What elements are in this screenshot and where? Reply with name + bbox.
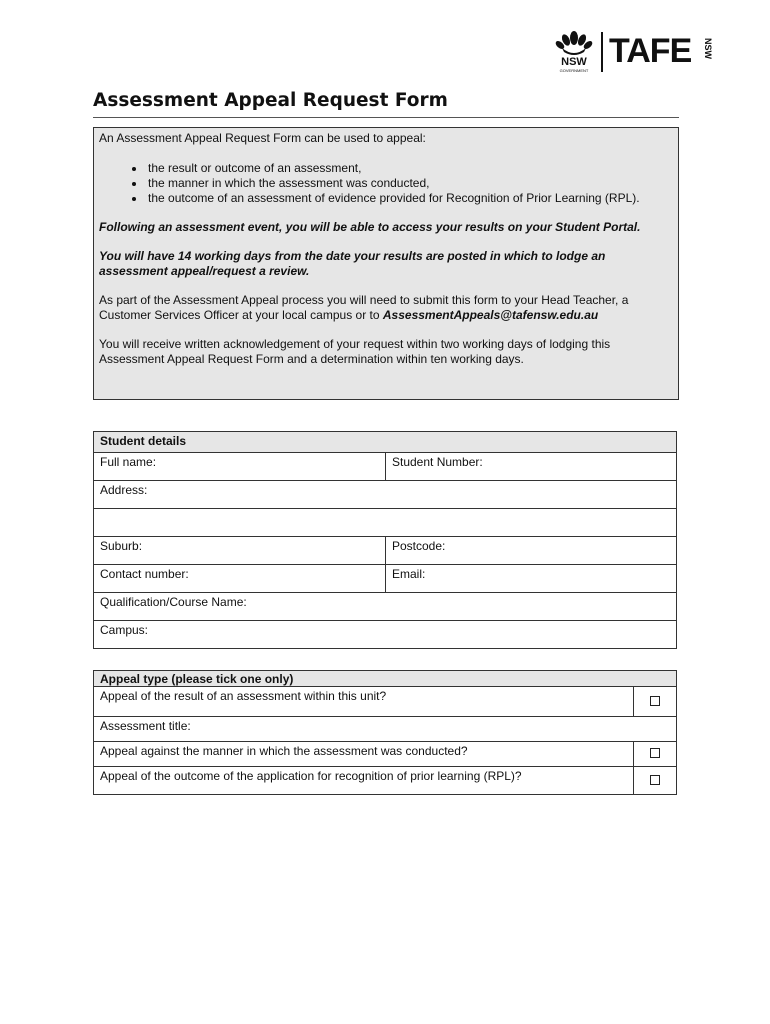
list-item: • the result or outcome of an assessment, — [146, 161, 673, 176]
address-line2-field[interactable] — [94, 509, 677, 537]
portal-note: Following an assessment event, you will be able to access your results on your Student Portal. — [99, 220, 641, 234]
result-appeal-label: Appeal of the result of an assessment within this unit? — [94, 687, 634, 717]
appeal-type-header: Appeal type (please tick one only) — [94, 671, 677, 687]
tafe-wordmark: TAFE — [609, 32, 692, 70]
appeal-reasons-list — [99, 161, 673, 206]
submit-note-text: As part of the Assessment Appeal process you will need to submit this form to your Head Teacher, a Customer Services Officer at your local campus or to — [99, 293, 629, 322]
appeals-email-link[interactable]: AssessmentAppeals@tafensw.edu.au — [382, 308, 599, 322]
intro-lead: An Assessment Appeal Request Form can be used to appeal: — [99, 131, 426, 145]
acknowledgement-note: You will receive written acknowledgement of your request within two working days of lodging this Assessment Appeal Request Form and a determination within ten working days. — [99, 337, 611, 366]
page-title: Assessment Appeal Request Form — [93, 90, 679, 118]
email-field[interactable]: Email: — [386, 565, 677, 593]
qualification-field[interactable]: Qualification/Course Name: — [94, 593, 677, 621]
svg-text:NSW: NSW — [703, 38, 713, 59]
rpl-appeal-checkbox[interactable] — [650, 775, 660, 785]
rpl-appeal-label: Appeal of the outcome of the application for recognition of prior learning (RPL)? — [94, 767, 634, 795]
manner-appeal-checkbox[interactable] — [650, 748, 660, 758]
appeal-type-table — [93, 670, 677, 795]
student-details-header: Student details — [94, 432, 677, 453]
student-details-table — [93, 431, 677, 649]
tafe-nsw-logo — [552, 28, 718, 76]
postcode-field[interactable]: Postcode: — [386, 537, 677, 565]
submit-note — [99, 293, 673, 323]
nsw-vertical-wordmark — [702, 36, 714, 68]
campus-field[interactable]: Campus: — [94, 621, 677, 649]
contact-number-field[interactable]: Contact number: — [94, 565, 386, 593]
svg-text:GOVERNMENT: GOVERNMENT — [559, 68, 589, 73]
intro-box — [93, 127, 679, 400]
list-item: • the manner in which the assessment was conducted, — [146, 176, 673, 191]
rpl-appeal-checkbox-cell[interactable] — [634, 767, 677, 795]
nsw-waratah-icon — [552, 28, 596, 74]
logo-divider — [601, 32, 603, 72]
assessment-title-field[interactable]: Assessment title: — [94, 717, 677, 742]
suburb-field[interactable]: Suburb: — [94, 537, 386, 565]
deadline-note: You will have 14 working days from the date your results are posted in which to lodge an assessment appeal/request a review. — [99, 249, 606, 278]
svg-text:NSW: NSW — [561, 56, 587, 68]
list-item: • the outcome of an assessment of evidence provided for Recognition of Prior Learning (RPL). — [146, 191, 673, 206]
full-name-field[interactable]: Full name: — [94, 453, 386, 481]
result-appeal-checkbox[interactable] — [650, 696, 660, 706]
address-field[interactable]: Address: — [94, 481, 677, 509]
student-number-field[interactable]: Student Number: — [386, 453, 677, 481]
manner-appeal-label: Appeal against the manner in which the assessment was conducted? — [94, 742, 634, 767]
result-appeal-checkbox-cell[interactable] — [634, 687, 677, 717]
manner-appeal-checkbox-cell[interactable] — [634, 742, 677, 767]
